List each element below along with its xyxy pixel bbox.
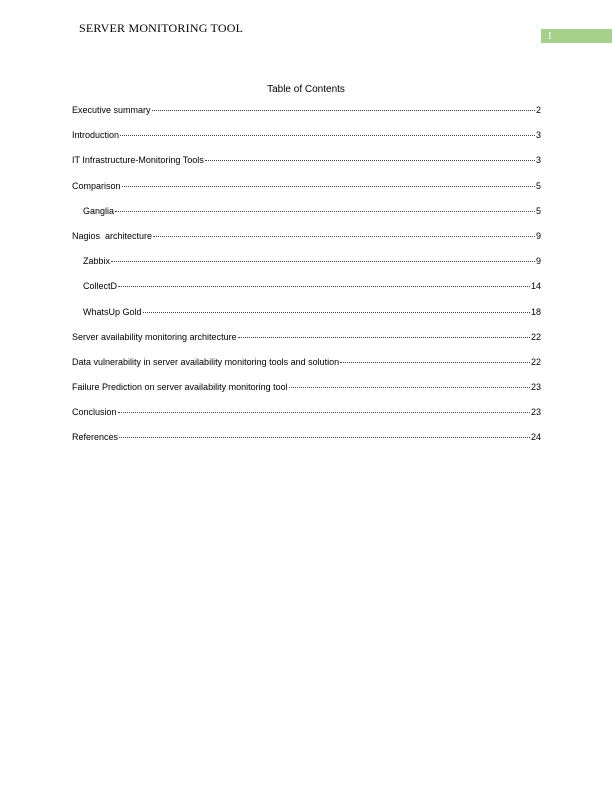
toc-entry-label: Conclusion (72, 407, 117, 418)
toc-entry-page: 3 (535, 155, 541, 166)
toc-entry-label: WhatsUp Gold (83, 306, 142, 317)
toc-dot-leader (205, 160, 535, 161)
table-of-contents (72, 104, 541, 457)
toc-entry-page: 18 (530, 306, 541, 317)
toc-entry-introduction[interactable] (72, 129, 541, 154)
toc-entry-page: 5 (535, 205, 541, 216)
toc-entry-page: 9 (535, 256, 541, 267)
toc-entry-label: CollectD (83, 281, 118, 292)
toc-heading: Table of Contents (267, 84, 345, 95)
toc-entry-page: 23 (530, 382, 541, 393)
toc-entry-label: Failure Prediction on server availability monitoring tool (72, 382, 288, 393)
toc-entry-zabbix[interactable] (72, 255, 541, 280)
toc-entry-label: Server availability monitoring architecture (72, 331, 237, 342)
toc-entry-data-vulnerability[interactable] (72, 356, 541, 381)
toc-entry-label: Comparison (72, 180, 121, 191)
toc-entry-page: 2 (535, 105, 541, 115)
toc-dot-leader (238, 337, 530, 338)
toc-dot-leader (120, 135, 535, 136)
toc-entry-label: Ganglia (83, 205, 115, 216)
toc-entry-page: 9 (535, 230, 541, 241)
toc-entry-conclusion[interactable] (72, 406, 541, 431)
page-number-badge (541, 29, 612, 43)
toc-entry-label: Executive summary (72, 105, 151, 115)
toc-entry-label: Zabbix (83, 256, 111, 267)
toc-dot-leader (115, 211, 535, 212)
toc-entry-it-infrastructure[interactable] (72, 154, 541, 179)
toc-entry-page: 22 (530, 331, 541, 342)
toc-entry-executive-summary[interactable] (72, 104, 541, 129)
toc-entry-label: References (72, 432, 119, 443)
toc-entry-nagios-architecture[interactable] (72, 230, 541, 255)
toc-entry-ganglia[interactable] (72, 205, 541, 230)
toc-dot-leader (122, 186, 535, 187)
toc-entry-page: 23 (530, 407, 541, 418)
toc-entry-page: 5 (535, 180, 541, 191)
toc-dot-leader (289, 387, 530, 388)
toc-entry-page: 14 (530, 281, 541, 292)
toc-dot-leader (340, 362, 530, 363)
toc-dot-leader (118, 286, 530, 287)
toc-dot-leader (152, 110, 535, 111)
toc-entry-collectd[interactable] (72, 280, 541, 305)
toc-dot-leader (153, 236, 535, 237)
toc-entry-label: Data vulnerability in server availability monitoring tools and solution (72, 356, 340, 367)
toc-entry-server-availability-architecture[interactable] (72, 331, 541, 356)
toc-dot-leader (111, 261, 535, 262)
toc-entry-references[interactable] (72, 431, 541, 456)
toc-entry-comparison[interactable] (72, 180, 541, 205)
toc-dot-leader (118, 412, 530, 413)
toc-entry-label: IT Infrastructure-Monitoring Tools (72, 155, 204, 166)
page-number: 1 (547, 30, 553, 42)
toc-entry-page: 24 (530, 432, 541, 443)
toc-dot-leader (119, 437, 530, 438)
toc-dot-leader (143, 312, 530, 313)
toc-entry-label: Nagios architecture (72, 230, 153, 241)
toc-entry-failure-prediction[interactable] (72, 381, 541, 406)
running-header-title: SERVER MONITORING TOOL (79, 21, 244, 35)
toc-entry-label: Introduction (72, 130, 120, 141)
toc-entry-page: 22 (530, 356, 541, 367)
toc-entry-page: 3 (535, 130, 541, 141)
toc-entry-whatsup-gold[interactable] (72, 306, 541, 331)
